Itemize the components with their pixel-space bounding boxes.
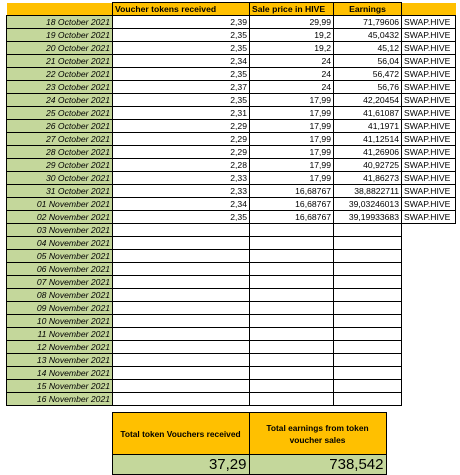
vouchers-cell[interactable]: 2,31: [113, 107, 250, 120]
earnings-cell[interactable]: [334, 393, 402, 406]
currency-cell[interactable]: SWAP.HIVE: [402, 211, 456, 224]
totals-value-row: [6, 455, 386, 475]
currency-cell[interactable]: SWAP.HIVE: [402, 68, 456, 81]
totals-spacer: [6, 413, 112, 455]
table-row: [7, 133, 456, 146]
date-cell[interactable]: 18 October 2021: [7, 16, 113, 29]
table-row: [7, 94, 456, 107]
header-currency-cell[interactable]: [402, 3, 456, 16]
table-row: [7, 367, 456, 380]
earnings-cell[interactable]: [334, 224, 402, 237]
price-cell[interactable]: [250, 237, 334, 250]
date-cell[interactable]: 09 November 2021: [7, 302, 113, 315]
table-row: [7, 380, 456, 393]
vouchers-cell[interactable]: [113, 328, 250, 341]
date-cell[interactable]: 05 November 2021: [7, 250, 113, 263]
currency-cell[interactable]: SWAP.HIVE: [402, 81, 456, 94]
date-cell[interactable]: 02 November 2021: [7, 211, 113, 224]
table-row: [7, 250, 456, 263]
currency-cell[interactable]: SWAP.HIVE: [402, 55, 456, 68]
currency-cell[interactable]: [402, 328, 456, 341]
currency-cell[interactable]: SWAP.HIVE: [402, 42, 456, 55]
table-row: [7, 354, 456, 367]
date-cell[interactable]: 30 October 2021: [7, 172, 113, 185]
price-cell[interactable]: [250, 354, 334, 367]
currency-cell[interactable]: SWAP.HIVE: [402, 29, 456, 42]
date-cell[interactable]: 25 October 2021: [7, 107, 113, 120]
vouchers-cell[interactable]: 2,29: [113, 120, 250, 133]
price-cell[interactable]: 19,2: [250, 29, 334, 42]
table-row: [7, 393, 456, 406]
date-cell[interactable]: 22 October 2021: [7, 68, 113, 81]
currency-cell[interactable]: [402, 263, 456, 276]
vouchers-cell[interactable]: [113, 224, 250, 237]
earnings-cell[interactable]: 38,8822711: [334, 185, 402, 198]
currency-cell[interactable]: [402, 315, 456, 328]
totals-table: [6, 412, 387, 475]
earnings-cell[interactable]: [334, 237, 402, 250]
price-cell[interactable]: [250, 250, 334, 263]
price-cell[interactable]: 24: [250, 55, 334, 68]
currency-cell[interactable]: [402, 393, 456, 406]
date-cell[interactable]: 29 October 2021: [7, 159, 113, 172]
vouchers-cell[interactable]: [113, 237, 250, 250]
table-row: [7, 263, 456, 276]
earnings-cell[interactable]: 56,76: [334, 81, 402, 94]
earnings-cell[interactable]: [334, 367, 402, 380]
vouchers-cell[interactable]: [113, 367, 250, 380]
table-row: [7, 29, 456, 42]
earnings-cell[interactable]: 39,03246013: [334, 198, 402, 211]
earnings-cell[interactable]: [334, 380, 402, 393]
date-cell[interactable]: 21 October 2021: [7, 55, 113, 68]
earnings-cell[interactable]: [334, 328, 402, 341]
vouchers-cell[interactable]: [113, 289, 250, 302]
price-cell[interactable]: [250, 263, 334, 276]
price-cell[interactable]: 17,99: [250, 172, 334, 185]
currency-cell[interactable]: [402, 367, 456, 380]
price-cell[interactable]: 24: [250, 68, 334, 81]
date-cell[interactable]: 28 October 2021: [7, 146, 113, 159]
date-cell[interactable]: 16 November 2021: [7, 393, 113, 406]
date-cell[interactable]: 26 October 2021: [7, 120, 113, 133]
earnings-cell[interactable]: 45,0432: [334, 29, 402, 42]
earnings-cell[interactable]: 56,04: [334, 55, 402, 68]
price-cell[interactable]: [250, 367, 334, 380]
table-row: [7, 81, 456, 94]
date-cell[interactable]: 01 November 2021: [7, 198, 113, 211]
price-cell[interactable]: [250, 393, 334, 406]
price-cell[interactable]: [250, 289, 334, 302]
currency-cell[interactable]: [402, 354, 456, 367]
earnings-cell[interactable]: [334, 354, 402, 367]
currency-cell[interactable]: [402, 341, 456, 354]
currency-cell[interactable]: SWAP.HIVE: [402, 16, 456, 29]
price-cell[interactable]: [250, 315, 334, 328]
table-row: [7, 159, 456, 172]
date-cell[interactable]: 11 November 2021: [7, 328, 113, 341]
currency-cell[interactable]: SWAP.HIVE: [402, 107, 456, 120]
price-cell[interactable]: 17,99: [250, 120, 334, 133]
date-cell[interactable]: 31 October 2021: [7, 185, 113, 198]
currency-cell[interactable]: SWAP.HIVE: [402, 94, 456, 107]
price-cell[interactable]: 29,99: [250, 16, 334, 29]
date-cell[interactable]: 27 October 2021: [7, 133, 113, 146]
currency-cell[interactable]: [402, 302, 456, 315]
vouchers-cell[interactable]: 2,29: [113, 146, 250, 159]
vouchers-cell[interactable]: 2,39: [113, 16, 250, 29]
price-cell[interactable]: 17,99: [250, 94, 334, 107]
earnings-cell[interactable]: [334, 276, 402, 289]
date-cell[interactable]: 19 October 2021: [7, 29, 113, 42]
price-cell[interactable]: 24: [250, 81, 334, 94]
earnings-cell[interactable]: 56,472: [334, 68, 402, 81]
earnings-cell[interactable]: [334, 315, 402, 328]
date-cell[interactable]: 04 November 2021: [7, 237, 113, 250]
earnings-cell[interactable]: [334, 289, 402, 302]
currency-cell[interactable]: SWAP.HIVE: [402, 172, 456, 185]
table-row: [7, 328, 456, 341]
vouchers-cell[interactable]: 2,34: [113, 198, 250, 211]
currency-cell[interactable]: [402, 289, 456, 302]
earnings-cell[interactable]: 41,61087: [334, 107, 402, 120]
price-cell[interactable]: 16,68767: [250, 185, 334, 198]
vouchers-cell[interactable]: 2,35: [113, 94, 250, 107]
spreadsheet: [6, 2, 456, 475]
vouchers-cell[interactable]: 2,35: [113, 211, 250, 224]
earnings-cell[interactable]: [334, 250, 402, 263]
vouchers-cell[interactable]: 2,28: [113, 159, 250, 172]
total-vouchers-label[interactable]: Total token Vouchers received: [112, 413, 249, 455]
currency-cell[interactable]: [402, 250, 456, 263]
earnings-cell[interactable]: 41,12514: [334, 133, 402, 146]
vouchers-cell[interactable]: 2,37: [113, 81, 250, 94]
vouchers-cell[interactable]: [113, 380, 250, 393]
table-row: [7, 42, 456, 55]
earnings-cell[interactable]: [334, 302, 402, 315]
vouchers-cell[interactable]: [113, 250, 250, 263]
vouchers-cell[interactable]: 2,35: [113, 29, 250, 42]
date-cell[interactable]: 24 October 2021: [7, 94, 113, 107]
vouchers-cell[interactable]: [113, 341, 250, 354]
total-vouchers-value[interactable]: 37,29: [112, 455, 249, 475]
table-row: [7, 107, 456, 120]
vouchers-cell[interactable]: 2,34: [113, 55, 250, 68]
date-cell[interactable]: 14 November 2021: [7, 367, 113, 380]
currency-cell[interactable]: [402, 224, 456, 237]
currency-cell[interactable]: [402, 276, 456, 289]
table-row: [7, 55, 456, 68]
price-cell[interactable]: [250, 224, 334, 237]
table-row: [7, 185, 456, 198]
price-cell[interactable]: 16,68767: [250, 198, 334, 211]
earnings-cell[interactable]: 40,92725: [334, 159, 402, 172]
table-row: [7, 172, 456, 185]
currency-cell[interactable]: SWAP.HIVE: [402, 198, 456, 211]
earnings-table: [6, 2, 456, 406]
totals-spacer-2: [6, 455, 112, 475]
currency-cell[interactable]: [402, 237, 456, 250]
table-row: [7, 224, 456, 237]
table-row: [7, 198, 456, 211]
vouchers-cell[interactable]: 2,29: [113, 133, 250, 146]
earnings-cell[interactable]: 42,20454: [334, 94, 402, 107]
totals-label-row: [6, 413, 386, 455]
vouchers-cell[interactable]: [113, 354, 250, 367]
table-row: [7, 146, 456, 159]
price-cell[interactable]: [250, 328, 334, 341]
date-cell[interactable]: 15 November 2021: [7, 380, 113, 393]
date-cell[interactable]: 12 November 2021: [7, 341, 113, 354]
table-row: [7, 211, 456, 224]
table-row: [7, 289, 456, 302]
date-cell[interactable]: 13 November 2021: [7, 354, 113, 367]
date-cell[interactable]: 10 November 2021: [7, 315, 113, 328]
header-earnings[interactable]: Earnings: [334, 3, 402, 16]
vouchers-cell[interactable]: [113, 276, 250, 289]
price-cell[interactable]: 17,99: [250, 146, 334, 159]
table-row: [7, 237, 456, 250]
earnings-cell[interactable]: [334, 263, 402, 276]
vouchers-cell[interactable]: 2,35: [113, 68, 250, 81]
earnings-cell[interactable]: 45,12: [334, 42, 402, 55]
currency-cell[interactable]: SWAP.HIVE: [402, 159, 456, 172]
header-corner-cell[interactable]: [7, 3, 113, 16]
price-cell[interactable]: 17,99: [250, 133, 334, 146]
date-cell[interactable]: 06 November 2021: [7, 263, 113, 276]
date-cell[interactable]: 07 November 2021: [7, 276, 113, 289]
table-row: [7, 120, 456, 133]
table-row: [7, 68, 456, 81]
earnings-cell[interactable]: 41,86273: [334, 172, 402, 185]
price-cell[interactable]: [250, 380, 334, 393]
earnings-cell[interactable]: [334, 341, 402, 354]
table-row: [7, 276, 456, 289]
header-vouchers[interactable]: Voucher tokens received: [113, 3, 250, 16]
currency-cell[interactable]: SWAP.HIVE: [402, 185, 456, 198]
vouchers-cell[interactable]: 2,35: [113, 42, 250, 55]
total-earnings-value[interactable]: 738,542: [249, 455, 386, 475]
vouchers-cell[interactable]: [113, 263, 250, 276]
price-cell[interactable]: 16,68767: [250, 211, 334, 224]
table-row: [7, 315, 456, 328]
price-cell[interactable]: 17,99: [250, 107, 334, 120]
date-cell[interactable]: 23 October 2021: [7, 81, 113, 94]
currency-cell[interactable]: [402, 380, 456, 393]
total-earnings-label[interactable]: Total earnings from token voucher sales: [249, 413, 386, 455]
price-cell[interactable]: [250, 341, 334, 354]
table-row: [7, 16, 456, 29]
currency-cell[interactable]: SWAP.HIVE: [402, 146, 456, 159]
vouchers-cell[interactable]: [113, 302, 250, 315]
earnings-cell[interactable]: 41,26906: [334, 146, 402, 159]
price-cell[interactable]: 19,2: [250, 42, 334, 55]
price-cell[interactable]: [250, 276, 334, 289]
date-cell[interactable]: 03 November 2021: [7, 224, 113, 237]
table-row: [7, 302, 456, 315]
header-row: [7, 3, 456, 16]
price-cell[interactable]: [250, 302, 334, 315]
vouchers-cell[interactable]: 2,33: [113, 172, 250, 185]
price-cell[interactable]: 17,99: [250, 159, 334, 172]
date-cell[interactable]: 20 October 2021: [7, 42, 113, 55]
vouchers-cell[interactable]: [113, 393, 250, 406]
header-price[interactable]: Sale price in HIVE: [250, 3, 334, 16]
earnings-cell[interactable]: 71,79606: [334, 16, 402, 29]
currency-cell[interactable]: SWAP.HIVE: [402, 120, 456, 133]
vouchers-cell[interactable]: 2,33: [113, 185, 250, 198]
earnings-cell[interactable]: 41,1971: [334, 120, 402, 133]
vouchers-cell[interactable]: [113, 315, 250, 328]
date-cell[interactable]: 08 November 2021: [7, 289, 113, 302]
currency-cell[interactable]: SWAP.HIVE: [402, 133, 456, 146]
table-row: [7, 341, 456, 354]
earnings-cell[interactable]: 39,19933683: [334, 211, 402, 224]
